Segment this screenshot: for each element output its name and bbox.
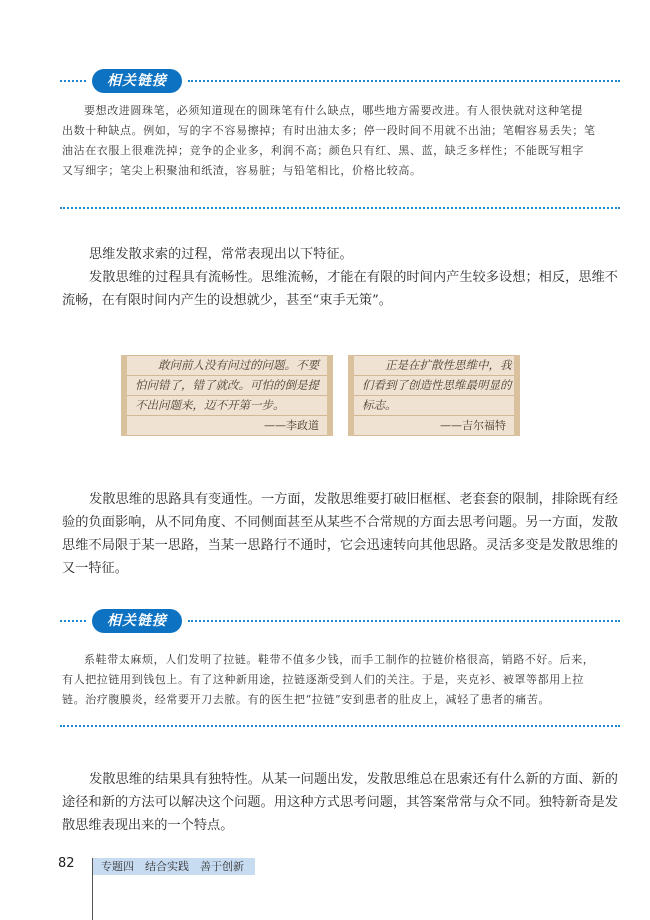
quote-line: 正是在扩散性思维中，我 xyxy=(354,355,514,376)
related-link-header-2 xyxy=(60,609,620,633)
quote-card-guilford xyxy=(348,355,520,436)
paragraph-fluency xyxy=(62,266,618,312)
paragraph-text: 发散思维的结果具有独特性。从某一问题出发，发散思维总在思索还有什么新的方面、新的途径和新的方法可以解决这个问题。用这种方式思考问题，其答案常常与众不同。独特新奇是发散思维表现出来的一个特点。 xyxy=(62,772,618,833)
paragraph-intro xyxy=(62,243,618,266)
paragraph-flexibility xyxy=(62,488,618,580)
related-link-tag: 相关链接 xyxy=(92,69,182,93)
quote-card-li-zhengdao xyxy=(121,355,333,436)
dotted-divider xyxy=(60,80,86,82)
dotted-divider xyxy=(188,620,620,622)
related-link-header-1 xyxy=(60,69,620,93)
text-line: 出数十种缺点。例如，写的字不容易擦掉；有时出油太多；停一段时间不用就不出油；笔帽容易丢失；笔 xyxy=(62,124,596,137)
quote-line: 敢问前人没有问过的问题。不要 xyxy=(127,355,327,376)
quote-line: 标志。 xyxy=(354,396,514,416)
text-line: 油沾在衣服上很难洗掉；竞争的企业多，利润不高；颜色只有红、黑、蓝，缺乏多样性；不能既写粗字 xyxy=(62,144,584,157)
paragraph-text: 发散思维的过程具有流畅性。思维流畅，才能在有限的时间内产生较多设想；相反，思维不流畅，在有限时间内产生的设想就少，甚至“束手无策”。 xyxy=(62,270,618,308)
quote-line: 们看到了创造性思维最明显的 xyxy=(354,376,514,396)
dotted-divider xyxy=(60,725,620,727)
quote-line: 怕问错了，错了就改。可怕的倒是提 xyxy=(127,376,327,396)
text-line: 链。治疗腹膜炎，经常要开刀去脓。有的医生把“拉链”安到患者的肚皮上，减轻了患者的痛苦。 xyxy=(62,693,551,706)
chapter-title: 专题四 结合实践 善于创新 xyxy=(93,858,255,875)
text-line: 有人把拉链用到钱包上。有了这种新用途，拉链逐渐受到人们的关注。于是，夹克衫、被罩等都用上拉 xyxy=(62,673,584,686)
quote-author: ——李政道 xyxy=(127,416,327,436)
text-line: 系鞋带太麻烦，人们发明了拉链。鞋带不值多少钱，而手工制作的拉链价格很高，销路不好。后来， xyxy=(84,653,595,666)
dotted-divider xyxy=(60,620,86,622)
dotted-divider xyxy=(60,207,620,209)
related-link-body-2 xyxy=(62,650,620,710)
quote-line: 不出问题来，迈不开第一步。 xyxy=(127,396,327,416)
page-number: 82 xyxy=(58,856,75,871)
paragraph-text: 发散思维的思路具有变通性。一方面，发散思维要打破旧框框、老套套的限制，排除既有经验的负面影响，从不同角度、不同侧面甚至从某些不合常规的方面去思考问题。另一方面，发散思维不局限于某一思路，当某一思路行不通时，它会迅速转向其他思路。灵活多变是发散思维的又一特征。 xyxy=(62,492,618,576)
dotted-divider xyxy=(188,80,620,82)
paragraph-uniqueness xyxy=(62,768,618,837)
related-link-body-1 xyxy=(62,101,620,181)
related-link-tag: 相关链接 xyxy=(92,609,182,633)
quote-author: ——吉尔福特 xyxy=(354,416,514,436)
paragraph-text: 思维发散求索的过程，常常表现出以下特征。 xyxy=(89,247,353,262)
text-line: 要想改进圆珠笔，必须知道现在的圆珠笔有什么缺点，哪些地方需要改进。有人很快就对这种笔提 xyxy=(84,104,583,117)
text-line: 又写细字；笔尖上积聚油和纸渣，容易脏；与铅笔相比，价格比较高。 xyxy=(62,164,422,177)
